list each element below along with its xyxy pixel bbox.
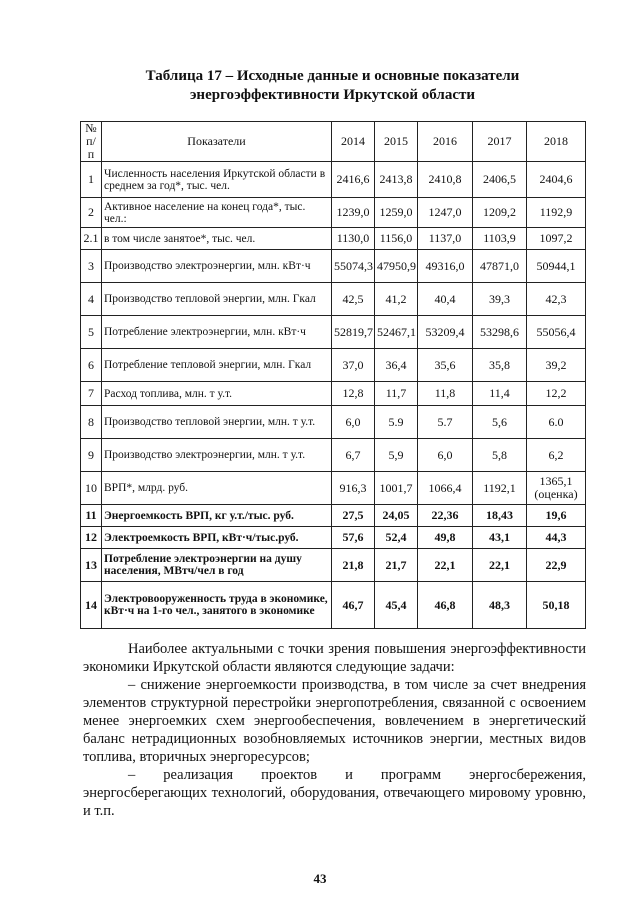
value-cell-2015: 5.9 xyxy=(375,406,418,439)
col-header-2016: 2016 xyxy=(418,122,473,162)
table-row xyxy=(81,472,586,505)
value-cell-2014: 55074,3 xyxy=(332,250,375,283)
value-cell-2014: 52819,7 xyxy=(332,316,375,349)
value-cell-2014: 37,0 xyxy=(332,349,375,382)
table-row xyxy=(81,582,586,629)
indicator-name: Производство электроэнергии, млн. кВт·ч xyxy=(102,250,332,283)
value-cell-2018: 1365,1 (оценка) xyxy=(527,472,586,505)
indicator-name: Потребление электроэнергии, млн. кВт·ч xyxy=(102,316,332,349)
indicator-name: Энергоемкость ВРП, кг у.т./тыс. руб. xyxy=(102,505,332,527)
table-row xyxy=(81,198,586,228)
value-cell-2016: 2410,8 xyxy=(418,162,473,198)
value-cell-2016: 11,8 xyxy=(418,382,473,406)
row-number: 2 xyxy=(81,198,102,228)
indicator-name: в том числе занятое*, тыс. чел. xyxy=(102,228,332,250)
table-row xyxy=(81,549,586,582)
value-cell-2017: 47871,0 xyxy=(473,250,527,283)
value-cell-2018: 42,3 xyxy=(527,283,586,316)
value-cell-2016: 1247,0 xyxy=(418,198,473,228)
value-cell-2017: 1192,1 xyxy=(473,472,527,505)
row-number: 14 xyxy=(81,582,102,629)
paragraph-intro: Наиболее актуальными с точки зрения повышения энергоэффективности экономики Иркутской области являются следующие задачи: xyxy=(83,641,586,675)
value-cell-2018: 6,2 xyxy=(527,439,586,472)
paragraph-task-2: – реализация проектов и программ энергосбережения, энергосберегающих технологий, оборудования, отвечающего мировому уровню, и т.п. xyxy=(83,767,586,819)
value-cell-2016: 5.7 xyxy=(418,406,473,439)
row-number: 8 xyxy=(81,406,102,439)
value-cell-2018: 2404,6 xyxy=(527,162,586,198)
indicator-name: Производство тепловой энергии, млн. Гкал xyxy=(102,283,332,316)
value-cell-2014: 21,8 xyxy=(332,549,375,582)
table-row xyxy=(81,228,586,250)
table-row xyxy=(81,439,586,472)
value-cell-2016: 1137,0 xyxy=(418,228,473,250)
col-header-indicator: Показатели xyxy=(102,122,332,162)
value-cell-2017: 39,3 xyxy=(473,283,527,316)
table-row xyxy=(81,382,586,406)
value-cell-2016: 22,1 xyxy=(418,549,473,582)
value-cell-2017: 5,6 xyxy=(473,406,527,439)
value-cell-2014: 6,0 xyxy=(332,406,375,439)
row-number: 9 xyxy=(81,439,102,472)
value-cell-2017: 2406,5 xyxy=(473,162,527,198)
value-cell-2017: 48,3 xyxy=(473,582,527,629)
value-cell-2018: 22,9 xyxy=(527,549,586,582)
value-cell-2014: 12,8 xyxy=(332,382,375,406)
value-cell-2017: 18,43 xyxy=(473,505,527,527)
value-cell-2015: 1001,7 xyxy=(375,472,418,505)
value-cell-2015: 21,7 xyxy=(375,549,418,582)
value-cell-2015: 1156,0 xyxy=(375,228,418,250)
table-row xyxy=(81,162,586,198)
table-row xyxy=(81,283,586,316)
col-header-2014: 2014 xyxy=(332,122,375,162)
table-row xyxy=(81,505,586,527)
value-cell-2017: 22,1 xyxy=(473,549,527,582)
table-title-line-2: энергоэффективности Иркутской области xyxy=(189,87,476,103)
value-cell-2015: 24,05 xyxy=(375,505,418,527)
table-row xyxy=(81,406,586,439)
col-header-2015: 2015 xyxy=(375,122,418,162)
value-cell-2016: 49316,0 xyxy=(418,250,473,283)
row-number: 7 xyxy=(81,382,102,406)
value-cell-2014: 1130,0 xyxy=(332,228,375,250)
indicator-name: Расход топлива, млн. т у.т. xyxy=(102,382,332,406)
table-row xyxy=(81,316,586,349)
table-header-row xyxy=(81,122,586,162)
value-cell-2018: 55056,4 xyxy=(527,316,586,349)
value-cell-2018: 12,2 xyxy=(527,382,586,406)
value-cell-2014: 46,7 xyxy=(332,582,375,629)
table-row xyxy=(81,250,586,283)
value-cell-2015: 52467,1 xyxy=(375,316,418,349)
value-cell-2016: 1066,4 xyxy=(418,472,473,505)
value-cell-2016: 6,0 xyxy=(418,439,473,472)
value-cell-2016: 22,36 xyxy=(418,505,473,527)
value-cell-2017: 1103,9 xyxy=(473,228,527,250)
value-cell-2018: 1192,9 xyxy=(527,198,586,228)
table-row xyxy=(81,527,586,549)
indicator-name: Численность населения Иркутской области в среднем за год*, тыс. чел. xyxy=(102,162,332,198)
value-cell-2014: 6,7 xyxy=(332,439,375,472)
indicator-name: Электровооруженность труда в экономике, кВт·ч на 1-го чел., занятого в экономике xyxy=(102,582,332,629)
row-number: 6 xyxy=(81,349,102,382)
value-cell-2018: 19,6 xyxy=(527,505,586,527)
value-cell-2016: 46,8 xyxy=(418,582,473,629)
page-number: 43 xyxy=(313,871,327,886)
col-header-2018: 2018 xyxy=(527,122,586,162)
value-cell-2015: 5,9 xyxy=(375,439,418,472)
value-cell-2018: 1097,2 xyxy=(527,228,586,250)
value-cell-2014: 2416,6 xyxy=(332,162,375,198)
value-cell-2018: 50,18 xyxy=(527,582,586,629)
row-number: 2.1 xyxy=(81,228,102,250)
value-cell-2017: 53298,6 xyxy=(473,316,527,349)
value-cell-2018: 50944,1 xyxy=(527,250,586,283)
value-cell-2014: 57,6 xyxy=(332,527,375,549)
value-cell-2018: 39,2 xyxy=(527,349,586,382)
row-number: 1 xyxy=(81,162,102,198)
row-number: 11 xyxy=(81,505,102,527)
value-cell-2015: 11,7 xyxy=(375,382,418,406)
indicator-name: Потребление тепловой энергии, млн. Гкал xyxy=(102,349,332,382)
body-text xyxy=(83,640,586,820)
indicator-name: Электроемкость ВРП, кВт·ч/тыс.руб. xyxy=(102,527,332,549)
indicators-table xyxy=(80,121,586,629)
value-cell-2014: 42,5 xyxy=(332,283,375,316)
paragraph-task-1: – снижение энергоемкости производства, в том числе за счет внедрения элементов структурной перестройки энергопотребления, связанной с освоением менее энергоемких схем энергообеспечения, вовлечением в энергетический баланс нетрадиционных возобновляемых источников энергии, местных видов топлива, вторичных энергоресурсов; xyxy=(83,677,586,765)
row-number: 4 xyxy=(81,283,102,316)
value-cell-2017: 1209,2 xyxy=(473,198,527,228)
table-title xyxy=(60,67,605,105)
table-body xyxy=(81,162,586,629)
value-cell-2017: 35,8 xyxy=(473,349,527,382)
value-cell-2015: 1259,0 xyxy=(375,198,418,228)
indicator-name: Активное население на конец года*, тыс. чел.: xyxy=(102,198,332,228)
value-cell-2018: 44,3 xyxy=(527,527,586,549)
table-row xyxy=(81,349,586,382)
value-cell-2017: 5,8 xyxy=(473,439,527,472)
value-cell-2016: 35,6 xyxy=(418,349,473,382)
value-cell-2015: 45,4 xyxy=(375,582,418,629)
value-cell-2014: 916,3 xyxy=(332,472,375,505)
value-cell-2015: 41,2 xyxy=(375,283,418,316)
row-number: 3 xyxy=(81,250,102,283)
row-number: 12 xyxy=(81,527,102,549)
value-cell-2016: 40,4 xyxy=(418,283,473,316)
value-cell-2017: 11,4 xyxy=(473,382,527,406)
col-header-2017: 2017 xyxy=(473,122,527,162)
value-cell-2016: 53209,4 xyxy=(418,316,473,349)
row-number: 13 xyxy=(81,549,102,582)
value-cell-2014: 1239,0 xyxy=(332,198,375,228)
col-header-number: № п/п xyxy=(81,122,102,162)
table-title-line-1: Таблица 17 – Исходные данные и основные показатели xyxy=(145,68,520,84)
row-number: 10 xyxy=(81,472,102,505)
value-cell-2014: 27,5 xyxy=(332,505,375,527)
row-number: 5 xyxy=(81,316,102,349)
value-cell-2017: 43,1 xyxy=(473,527,527,549)
value-cell-2016: 49,8 xyxy=(418,527,473,549)
indicator-name: ВРП*, млрд. руб. xyxy=(102,472,332,505)
value-cell-2015: 2413,8 xyxy=(375,162,418,198)
value-cell-2015: 47950,9 xyxy=(375,250,418,283)
value-cell-2015: 36,4 xyxy=(375,349,418,382)
indicator-name: Потребление электроэнергии на душу населения, МВтч/чел в год xyxy=(102,549,332,582)
value-cell-2018: 6.0 xyxy=(527,406,586,439)
indicator-name: Производство электроэнергии, млн. т у.т. xyxy=(102,439,332,472)
value-cell-2015: 52,4 xyxy=(375,527,418,549)
indicator-name: Производство тепловой энергии, млн. т у.т. xyxy=(102,406,332,439)
